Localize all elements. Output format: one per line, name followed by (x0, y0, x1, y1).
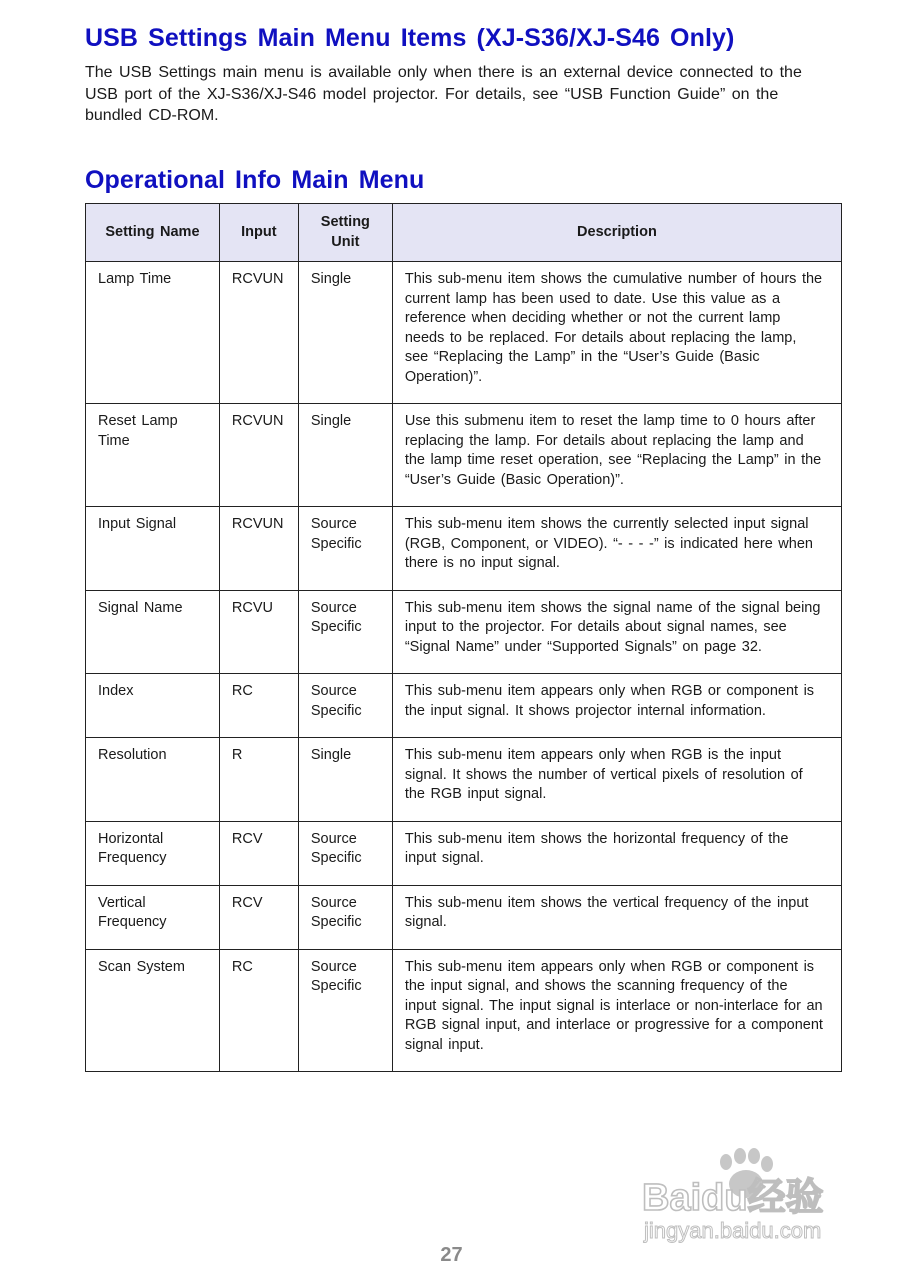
setting-name-cell: Index (86, 674, 220, 738)
description-cell: This sub-menu item appears only when RGB or component is the input signal, and shows the scanning frequency of the input signal. The input signal is interlace or non-interlace for an RGB signal input, and interlace or progressive for a component signal input. (392, 949, 841, 1072)
input-cell: RC (219, 674, 298, 738)
description-cell: This sub-menu item shows the cumulative number of hours the current lamp has been used to date. Use this value as a reference when deciding whether or not the current lamp needs to be replaced. For details about replacing the lamp, see “Replacing the Lamp” in the “User’s Guide (Basic Operation)”. (392, 262, 841, 404)
setting-name-cell: Horizontal Frequency (86, 821, 220, 885)
setting-name-cell: Reset Lamp Time (86, 404, 220, 507)
description-cell: This sub-menu item shows the vertical frequency of the input signal. (392, 885, 841, 949)
setting-name-cell: Input Signal (86, 507, 220, 591)
column-header-setting-name: Setting Name (86, 204, 220, 262)
input-cell: RCV (219, 885, 298, 949)
table-row (86, 949, 842, 1072)
setting-unit-cell: Source Specific (298, 949, 392, 1072)
usb-section-title: USB Settings Main Menu Items (XJ-S36/XJ-S46 Only) (85, 24, 735, 52)
setting-unit-cell: Single (298, 738, 392, 822)
description-cell: This sub-menu item appears only when RGB is the input signal. It shows the number of vertical pixels of resolution of the RGB input signal. (392, 738, 841, 822)
setting-name-cell: Lamp Time (86, 262, 220, 404)
setting-name-cell: Resolution (86, 738, 220, 822)
operational-section-title: Operational Info Main Menu (85, 166, 425, 194)
description-cell: This sub-menu item shows the currently selected input signal (RGB, Component, or VIDEO). “- - - -” is indicated here when there is no input signal. (392, 507, 841, 591)
watermark-logo-text: Baidu经验 (642, 1177, 824, 1219)
page-number: 27 (440, 1244, 463, 1266)
table-row (86, 404, 842, 507)
column-header-input: Input (219, 204, 298, 262)
table-header-row (86, 204, 842, 262)
setting-unit-cell: Single (298, 262, 392, 404)
table-row (86, 885, 842, 949)
column-header-description: Description (392, 204, 841, 262)
description-cell: This sub-menu item shows the horizontal frequency of the input signal. (392, 821, 841, 885)
operational-info-table (85, 203, 842, 1072)
setting-unit-cell: Source Specific (298, 821, 392, 885)
input-cell: RCVUN (219, 507, 298, 591)
table-row (86, 590, 842, 674)
input-cell: RCV (219, 821, 298, 885)
column-header-setting-unit: Setting Unit (298, 204, 392, 262)
input-cell: R (219, 738, 298, 822)
baidu-watermark (640, 1140, 860, 1245)
setting-unit-cell: Source Specific (298, 507, 392, 591)
table-row (86, 507, 842, 591)
input-cell: RC (219, 949, 298, 1072)
usb-section-body: The USB Settings main menu is available only when there is an external device connected to the USB port of the XJ-S36/XJ-S46 model projector. For details, see “USB Function Guide” on the bundled CD-ROM. (85, 64, 802, 124)
input-cell: RCVUN (219, 404, 298, 507)
table-row (86, 674, 842, 738)
setting-unit-cell: Source Specific (298, 885, 392, 949)
input-cell: RCVU (219, 590, 298, 674)
description-cell: This sub-menu item appears only when RGB or component is the input signal. It shows projector internal information. (392, 674, 841, 738)
input-cell: RCVUN (219, 262, 298, 404)
setting-unit-cell: Source Specific (298, 590, 392, 674)
setting-unit-cell: Source Specific (298, 674, 392, 738)
watermark-url-text: jingyan.baidu.com (644, 1218, 822, 1243)
setting-name-cell: Scan System (86, 949, 220, 1072)
description-cell: This sub-menu item shows the signal name of the signal being input to the projector. For details about signal names, see “Signal Name” under “Supported Signals” on page 32. (392, 590, 841, 674)
setting-unit-cell: Single (298, 404, 392, 507)
setting-name-cell: Vertical Frequency (86, 885, 220, 949)
setting-name-cell: Signal Name (86, 590, 220, 674)
description-cell: Use this submenu item to reset the lamp time to 0 hours after replacing the lamp. For details about replacing the lamp and the lamp time reset operation, see “Replacing the Lamp” in the “User’s Guide (Basic Operation)”. (392, 404, 841, 507)
table-row (86, 821, 842, 885)
table-row (86, 262, 842, 404)
table-row (86, 738, 842, 822)
